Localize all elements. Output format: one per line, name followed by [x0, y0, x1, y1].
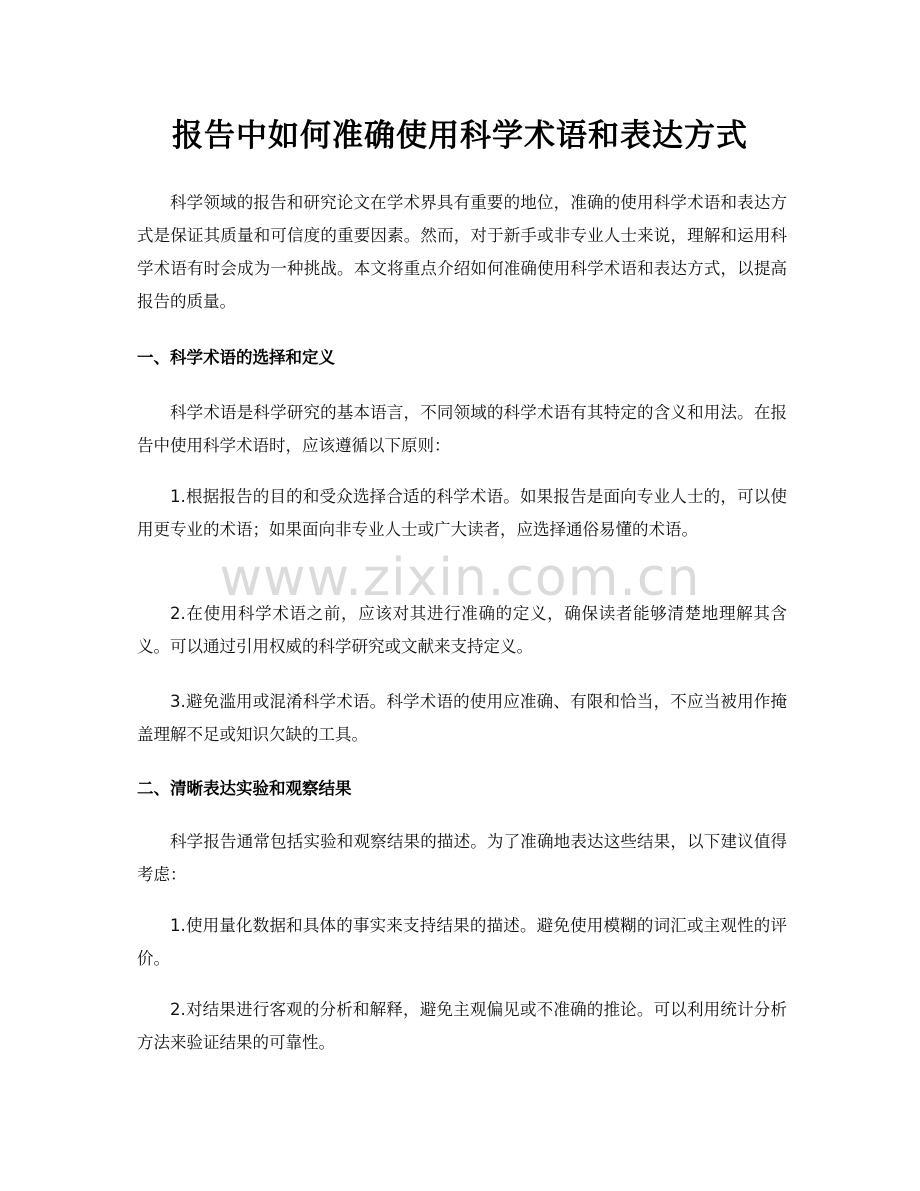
section-1-intro: 科学术语是科学研究的基本语言，不同领域的科学术语有其特定的含义和用法。在报告中使用科学术语时，应该遵循以下原则：	[137, 403, 787, 455]
section-1-item-1: 1.根据报告的目的和受众选择合适的科学术语。如果报告是面向专业人士的，可以使用更专业的术语；如果面向非专业人士或广大读者，应选择通俗易懂的术语。	[137, 487, 787, 539]
section-1-item-2: 2.在使用科学术语之前，应该对其进行准确的定义，确保读者能够清楚地理解其含义。可以通过引用权威的科学研究或文献来支持定义。	[137, 604, 787, 656]
section-1-heading: 一、科学术语的选择和定义	[137, 348, 335, 367]
document-title: 报告中如何准确使用科学术语和表达方式	[172, 118, 748, 154]
watermark: www.zixin.com.cn	[219, 548, 701, 608]
section-2-intro: 科学报告通常包括实验和观察结果的描述。为了准确地表达这些结果，以下建议值得考虑：	[137, 832, 787, 884]
section-2-item-2: 2.对结果进行客观的分析和解释，避免主观偏见或不准确的推论。可以利用统计分析方法来验证结果的可靠性。	[137, 1000, 787, 1052]
section-1-item-3: 3.避免滥用或混淆科学术语。科学术语的使用应准确、有限和恰当，不应当被用作掩盖理解不足或知识欠缺的工具。	[137, 692, 787, 744]
section-2-item-1: 1.使用量化数据和具体的事实来支持结果的描述。避免使用模糊的词汇或主观性的评价。	[137, 916, 787, 968]
section-2-heading: 二、清晰表达实验和观察结果	[137, 779, 352, 798]
intro-paragraph: 科学领域的报告和研究论文在学术界具有重要的地位，准确的使用科学术语和表达方式是保证其质量和可信度的重要因素。然而，对于新手或非专业人士来说，理解和运用科学术语有时会成为一种挑战。本文将重点介绍如何准确使用科学术语和表达方式，以提高报告的质量。	[137, 193, 787, 311]
